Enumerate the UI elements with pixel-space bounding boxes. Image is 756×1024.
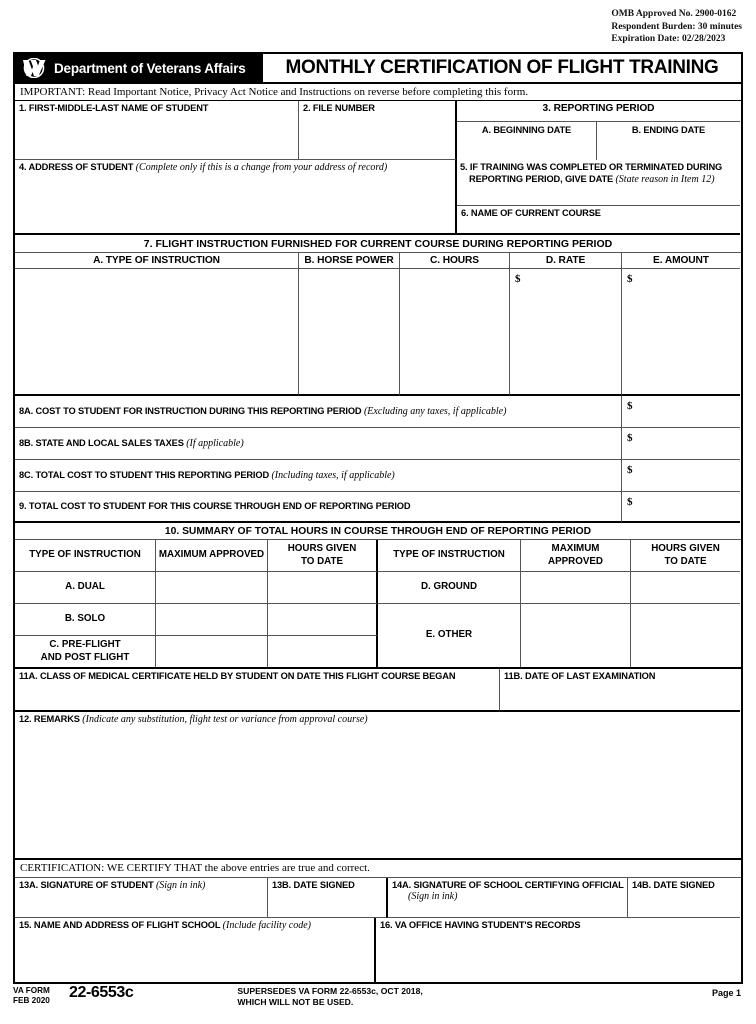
label-item-15 xyxy=(15,918,374,932)
group-items-5-6 xyxy=(457,160,740,235)
currency-symbol-8a: $ xyxy=(627,400,633,412)
field-va-office[interactable] xyxy=(376,918,740,982)
field-ending-date[interactable] xyxy=(597,122,740,160)
important-notice: IMPORTANT: Read Important Notice, Privacy Act Notice and Instructions on reverse before completing this form. xyxy=(15,84,741,101)
label-item-11b: 11B. DATE OF LAST EXAMINATION xyxy=(504,671,656,681)
row-items-4-5-6 xyxy=(15,160,741,235)
label-item-1: 1. FIRST-MIDDLE-LAST NAME OF STUDENT xyxy=(19,103,209,113)
field-student-address[interactable] xyxy=(15,160,457,235)
entry-8a-value[interactable] xyxy=(622,396,740,428)
va-seal-icon xyxy=(21,58,47,78)
department-label: Department of Veterans Affairs xyxy=(54,60,246,76)
form-frame xyxy=(13,52,743,984)
row-signatures xyxy=(15,878,741,918)
right-max-line1: MAXIMUM xyxy=(551,543,600,555)
entry-e-other-hours[interactable] xyxy=(631,604,740,667)
supersedes-line2: WHICH WILL NOT BE USED. xyxy=(237,997,354,1008)
row-items-1-2-3 xyxy=(15,101,741,160)
section-7-title: 7. FLIGHT INSTRUCTION FURNISHED FOR CURRENT COURSE DURING REPORTING PERIOD xyxy=(15,235,741,253)
label-item-13a xyxy=(15,878,267,892)
col-header-right-type: TYPE OF INSTRUCTION xyxy=(378,540,521,572)
left-hours-line1: HOURS GIVEN xyxy=(287,543,357,555)
label-item-5-line1: 5. IF TRAINING WAS COMPLETED OR TERMINATED DURING xyxy=(460,162,723,172)
label-8a-cell xyxy=(15,396,622,428)
omb-approved-number: OMB Approved No. 2900-0162 xyxy=(611,9,737,19)
right-hours-line2: TO DATE xyxy=(664,555,707,567)
row-d-ground xyxy=(378,572,740,604)
col-header-rate: D. RATE xyxy=(510,253,622,269)
label-item-3b: B. ENDING DATE xyxy=(631,124,706,135)
entry-9-value[interactable] xyxy=(622,492,740,523)
col-header-right-hours-given xyxy=(631,540,740,572)
label-item-5 xyxy=(457,160,740,173)
label-item-3a: A. BEGINNING DATE xyxy=(481,124,572,135)
label-item-3: 3. REPORTING PERIOD xyxy=(457,101,740,122)
label-item-13a-main: 13A. SIGNATURE OF STUDENT xyxy=(19,880,154,890)
entry-a-dual-max[interactable] xyxy=(156,572,268,604)
row-9 xyxy=(15,492,741,523)
field-official-date-signed[interactable] xyxy=(628,878,740,918)
field-remarks[interactable] xyxy=(15,712,741,860)
entry-hours[interactable] xyxy=(400,269,510,396)
group-reporting-period xyxy=(457,101,740,160)
label-a-dual: A. DUAL xyxy=(15,572,156,604)
currency-symbol-amount: $ xyxy=(627,273,633,285)
currency-symbol-9: $ xyxy=(627,496,633,508)
field-student-name[interactable] xyxy=(15,101,299,160)
label-8b: 8B. STATE AND LOCAL SALES TAXES xyxy=(19,437,184,448)
omb-block xyxy=(611,8,742,46)
label-item-12 xyxy=(15,712,741,726)
row-a-dual xyxy=(15,572,378,604)
col-header-left-type: TYPE OF INSTRUCTION xyxy=(15,540,156,572)
form-number: 22-6553c xyxy=(69,984,134,1001)
col-header-type-of-instruction: A. TYPE OF INSTRUCTION xyxy=(15,253,299,269)
label-d-ground: D. GROUND xyxy=(378,572,521,604)
field-current-course[interactable] xyxy=(457,206,740,235)
right-hours-line1: HOURS GIVEN xyxy=(651,543,720,555)
form-title: MONTHLY CERTIFICATION OF FLIGHT TRAINING xyxy=(263,54,741,82)
label-c-line2: AND POST FLIGHT xyxy=(40,651,130,663)
label-8b-note: (If applicable) xyxy=(186,437,244,449)
col-header-right-max-approved xyxy=(521,540,631,572)
va-form-line1: VA FORM xyxy=(13,986,50,995)
form-footer xyxy=(13,984,743,1018)
label-item-5-line2-wrap xyxy=(457,173,740,186)
field-student-signature[interactable] xyxy=(15,878,268,918)
entry-c-preflight-hours[interactable] xyxy=(268,636,378,667)
label-item-4-main: 4. ADDRESS OF STUDENT xyxy=(19,162,134,172)
label-8c-cell xyxy=(15,460,622,492)
section-10-body xyxy=(15,572,741,669)
form-header-bar xyxy=(15,54,741,84)
col-header-hours: C. HOURS xyxy=(400,253,510,269)
label-c-line1: C. PRE-FLIGHT xyxy=(49,639,121,651)
label-item-16: 16. VA OFFICE HAVING STUDENT'S RECORDS xyxy=(380,920,581,930)
field-beginning-date[interactable] xyxy=(457,122,597,160)
field-medical-certificate-class[interactable] xyxy=(15,669,500,712)
label-item-13b: 13B. DATE SIGNED xyxy=(272,880,355,890)
row-school-and-office xyxy=(15,918,741,982)
right-max-line2: APPROVED xyxy=(548,555,603,567)
label-item-14b: 14B. DATE SIGNED xyxy=(632,880,715,890)
col-header-horse-power: B. HORSE POWER xyxy=(299,253,400,269)
entry-e-other-max[interactable] xyxy=(521,604,631,667)
label-item-13a-note: (Sign in ink) xyxy=(155,880,206,891)
col-header-left-max-approved: MAXIMUM APPROVED xyxy=(156,540,268,572)
currency-symbol-8c: $ xyxy=(627,464,633,476)
section-10-right-side xyxy=(378,572,740,667)
entry-type-of-instruction[interactable] xyxy=(15,269,299,396)
row-e-other xyxy=(378,604,740,667)
label-8b-cell xyxy=(15,428,622,460)
row-8a xyxy=(15,396,741,428)
entry-a-dual-hours[interactable] xyxy=(268,572,378,604)
label-c-preflight xyxy=(15,636,156,667)
label-item-12-note: (Indicate any substitution, flight test or variance from approval course) xyxy=(82,714,368,725)
row-8c xyxy=(15,460,741,492)
label-8c: 8C. TOTAL COST TO STUDENT THIS REPORTING PERIOD xyxy=(19,469,270,480)
row-c-preflight xyxy=(15,636,378,667)
entry-amount[interactable] xyxy=(622,269,740,396)
label-item-4-note: (Complete only if this is a change from your address of record) xyxy=(135,162,388,173)
section-10-title: 10. SUMMARY OF TOTAL HOURS IN COURSE THROUGH END OF REPORTING PERIOD xyxy=(15,523,741,540)
section-7-header-row xyxy=(15,253,741,269)
entry-d-ground-hours[interactable] xyxy=(631,572,740,604)
entry-horse-power[interactable] xyxy=(299,269,400,396)
va-branding xyxy=(15,54,263,82)
label-item-5-line2: REPORTING PERIOD, GIVE DATE xyxy=(469,174,614,185)
label-b-solo: B. SOLO xyxy=(15,604,156,636)
label-item-15-main: 15. NAME AND ADDRESS OF FLIGHT SCHOOL xyxy=(19,920,221,930)
label-item-15-note: (Include facility code) xyxy=(222,920,311,931)
label-item-6: 6. NAME OF CURRENT COURSE xyxy=(461,208,601,218)
label-item-4 xyxy=(15,160,455,174)
label-9: 9. TOTAL COST TO STUDENT FOR THIS COURSE THROUGH END OF REPORTING PERIOD xyxy=(19,500,411,511)
entry-8c-value[interactable] xyxy=(622,460,740,492)
field-official-signature[interactable] xyxy=(388,878,628,918)
left-hours-line2: TO DATE xyxy=(300,555,344,567)
entry-d-ground-max[interactable] xyxy=(521,572,631,604)
field-flight-school[interactable] xyxy=(15,918,376,982)
label-8c-note: (Including taxes, if applicable) xyxy=(271,469,395,481)
expiration-date: Expiration Date: 02/28/2023 xyxy=(611,34,726,45)
section-7-entry-row xyxy=(15,269,741,396)
row-items-11 xyxy=(15,669,741,712)
row-b-solo xyxy=(15,604,378,636)
label-9-cell xyxy=(15,492,622,523)
label-e-other: E. OTHER xyxy=(378,604,521,667)
row-8b xyxy=(15,428,741,460)
field-file-number[interactable] xyxy=(299,101,457,160)
col-header-left-hours-given xyxy=(268,540,378,572)
label-8a-note: (Excluding any taxes, if applicable) xyxy=(363,405,507,417)
label-8a: 8A. COST TO STUDENT FOR INSTRUCTION DURING THIS REPORTING PERIOD xyxy=(19,405,362,416)
section-10-header-row xyxy=(15,540,741,572)
section-10-left-side xyxy=(15,572,378,667)
field-student-date-signed[interactable] xyxy=(268,878,388,918)
entry-8b-value[interactable] xyxy=(622,428,740,460)
entry-b-solo-hours[interactable] xyxy=(268,604,378,636)
entry-c-preflight-max[interactable] xyxy=(156,636,268,667)
label-item-2: 2. FILE NUMBER xyxy=(303,103,375,113)
field-last-examination-date[interactable] xyxy=(500,669,740,712)
respondent-burden: Respondent Burden: 30 minutes xyxy=(611,21,742,32)
va-form-line2: FEB 2020 xyxy=(13,996,50,1006)
va-form-label xyxy=(13,984,63,1007)
label-item-14a: 14A. SIGNATURE OF SCHOOL CERTIFYING OFFICIAL xyxy=(392,880,624,890)
page-number: Page 1 xyxy=(711,988,741,998)
label-item-12-main: 12. REMARKS xyxy=(19,714,80,724)
certification-statement: CERTIFICATION: WE CERTIFY THAT the above entries are true and correct. xyxy=(15,860,741,878)
col-header-amount: E. AMOUNT xyxy=(622,253,740,269)
label-item-11a: 11A. CLASS OF MEDICAL CERTIFICATE HELD BY STUDENT ON DATE THIS FLIGHT COURSE BEGAN xyxy=(19,671,456,681)
currency-symbol-8b: $ xyxy=(627,432,633,444)
label-item-14a-note: (Sign in ink) xyxy=(408,891,458,903)
supersedes-line1: SUPERSEDES VA FORM 22-6553c, OCT 2018, xyxy=(237,986,423,996)
supersedes-note xyxy=(237,984,422,1008)
field-completion-date[interactable] xyxy=(457,160,740,206)
currency-symbol-rate: $ xyxy=(515,273,521,285)
entry-rate[interactable] xyxy=(510,269,622,396)
entry-b-solo-max[interactable] xyxy=(156,604,268,636)
label-item-5-note: (State reason in Item 12) xyxy=(615,174,715,186)
